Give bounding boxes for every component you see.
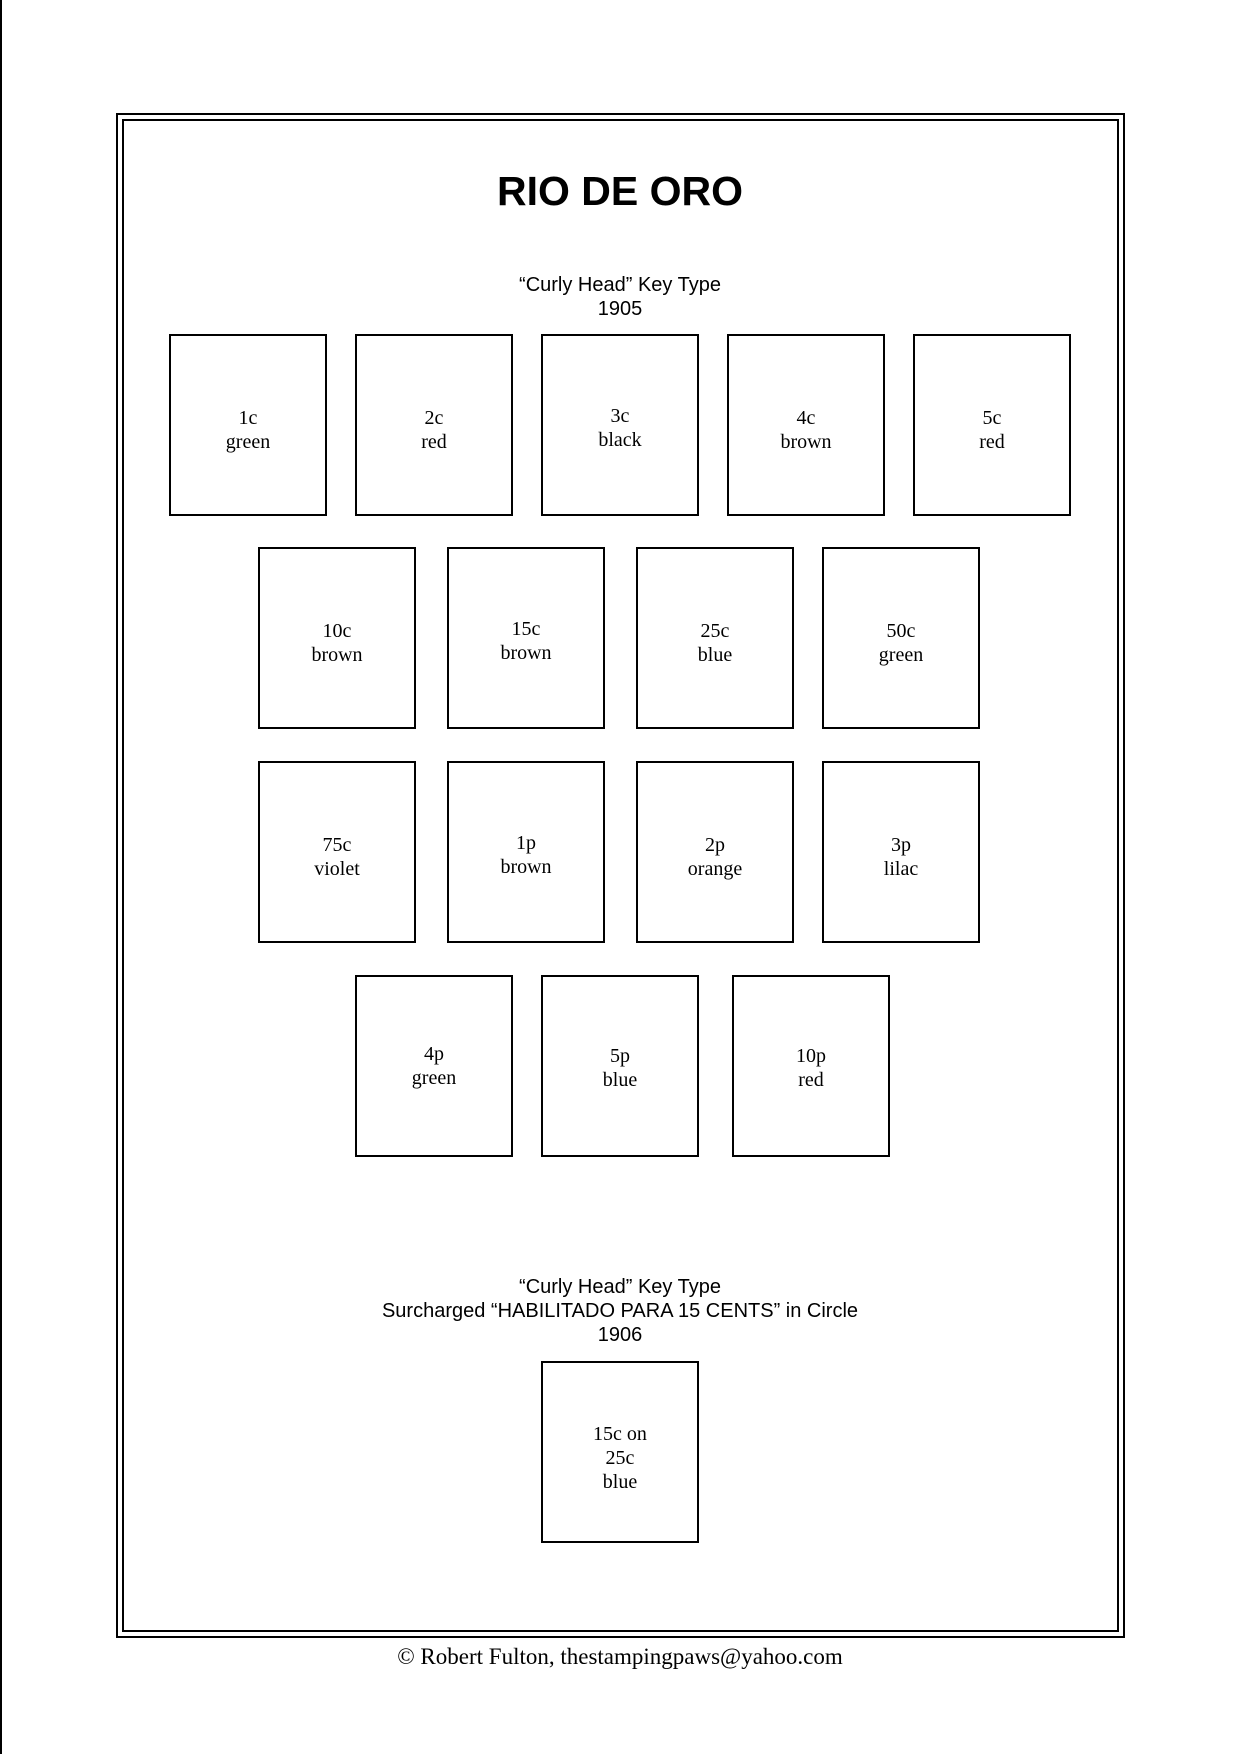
stamp-box [169, 334, 327, 516]
stamp-color: green [878, 644, 924, 666]
stamp-box [732, 975, 890, 1157]
stamp-label [260, 833, 414, 881]
stamp-color: blue [697, 644, 733, 666]
stamp-color: green [225, 431, 271, 453]
stamp-label [171, 406, 325, 454]
stamp-color: blue [602, 1069, 638, 1091]
stamp-color: red [798, 1069, 824, 1091]
stamp-box [913, 334, 1071, 516]
stamp-box [822, 547, 980, 729]
stamp-value: 10c [322, 620, 352, 642]
stamp-label [543, 404, 697, 452]
stamp-value: 75c [322, 834, 352, 856]
stamp-value: 50c [886, 620, 916, 642]
stamp-box [258, 761, 416, 943]
stamp-box [727, 334, 885, 516]
stamp-label [729, 406, 883, 454]
stamp-color: brown [311, 644, 363, 666]
stamp-label [734, 1044, 888, 1092]
stamp-box [447, 761, 605, 943]
stamp-color: blue [602, 1471, 638, 1493]
stamp-value: 10p [796, 1045, 826, 1067]
stamp-color: black [598, 429, 642, 451]
stamp-value: 4c [796, 407, 816, 429]
stamp-color: brown [500, 856, 552, 878]
page-title: RIO DE ORO [496, 168, 744, 214]
page-edge [0, 0, 2, 1754]
section-1906-year: 1906 [597, 1324, 643, 1346]
stamp-color: lilac [883, 858, 919, 880]
stamp-value: 3c [610, 405, 630, 427]
stamp-label [824, 833, 978, 881]
stamp-value: 2p [705, 834, 725, 856]
stamp-box [541, 334, 699, 516]
stamp-value: 3p [891, 834, 911, 856]
section-1906-heading [0, 1275, 1240, 1347]
section-1905-heading [0, 273, 1240, 321]
stamp-box [355, 334, 513, 516]
stamp-color: brown [500, 642, 552, 664]
section-1905-type: “Curly Head” Key Type [519, 274, 721, 296]
stamp-value: 15c [511, 618, 541, 640]
stamp-label [543, 1422, 697, 1494]
stamp-label [449, 831, 603, 879]
stamp-box [258, 547, 416, 729]
section-1905-year: 1905 [597, 298, 643, 320]
stamp-label [449, 617, 603, 665]
stamp-box [822, 761, 980, 943]
stamp-label [638, 833, 792, 881]
stamp-color: orange [687, 858, 743, 880]
stamp-color: brown [780, 431, 832, 453]
stamp-original-value: 25c [605, 1447, 635, 1469]
stamp-box [636, 761, 794, 943]
stamp-color: green [411, 1067, 457, 1089]
stamp-value: 25c [700, 620, 730, 642]
section-1906-type: “Curly Head” Key Type [519, 1276, 721, 1298]
stamp-label [638, 619, 792, 667]
stamp-label [357, 1042, 511, 1090]
stamp-color: red [421, 431, 447, 453]
stamp-box [541, 1361, 699, 1543]
stamp-box [541, 975, 699, 1157]
section-1906-surcharge: Surcharged “HABILITADO PARA 15 CENTS” in Circle [381, 1300, 859, 1322]
stamp-value: 1p [516, 832, 536, 854]
stamp-label [824, 619, 978, 667]
stamp-label [260, 619, 414, 667]
stamp-box [355, 975, 513, 1157]
stamp-color: red [979, 431, 1005, 453]
stamp-value: 4p [424, 1043, 444, 1065]
stamp-value: 5c [982, 407, 1002, 429]
stamp-value: 2c [424, 407, 444, 429]
stamp-value: 15c on [593, 1423, 647, 1445]
copyright-footer: © Robert Fulton, thestampingpaws@yahoo.com [397, 1644, 843, 1669]
stamp-value: 1c [238, 407, 258, 429]
stamp-label [543, 1044, 697, 1092]
stamp-label [915, 406, 1069, 454]
stamp-box [636, 547, 794, 729]
stamp-box [447, 547, 605, 729]
stamp-value: 5p [610, 1045, 630, 1067]
stamp-label [357, 406, 511, 454]
stamp-color: violet [314, 858, 360, 880]
